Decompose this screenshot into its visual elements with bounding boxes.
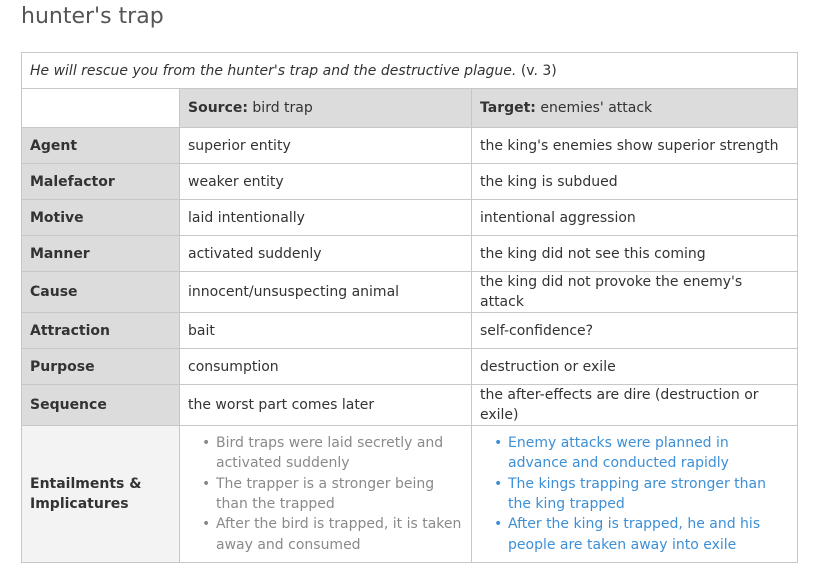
list-item: [202, 474, 463, 515]
target-cell: the after-effects are dire (destruction or exile): [472, 385, 798, 426]
list-item: [202, 514, 463, 555]
target-cell: the king did not see this coming: [472, 236, 798, 272]
list-item-text: The kings trapping are stronger than the king trapped: [508, 475, 766, 512]
bullet-icon: •: [494, 435, 503, 452]
verse-row: [22, 53, 798, 89]
verse-reference: (v. 3): [520, 62, 557, 79]
target-entailments-list: [480, 433, 789, 555]
entailments-row: [22, 426, 798, 563]
entailments-label-line1: Entailments &: [30, 476, 142, 492]
row-label: Manner: [22, 236, 180, 272]
source-entailments-list: [188, 433, 463, 555]
entailments-label-line2: Implicatures: [30, 496, 129, 512]
target-header-label: Target:: [480, 100, 536, 116]
table-row: [22, 164, 798, 200]
source-entailments-cell: [180, 426, 472, 563]
source-header-value: bird trap: [252, 100, 313, 116]
bullet-icon: •: [202, 435, 211, 452]
row-label: Attraction: [22, 313, 180, 349]
table-row: [22, 349, 798, 385]
target-cell: destruction or exile: [472, 349, 798, 385]
list-item-text: Bird traps were laid secretly and activated suddenly: [216, 435, 444, 472]
target-entailments-cell: [472, 426, 798, 563]
table-row: [22, 272, 798, 313]
table-row: [22, 200, 798, 236]
target-cell: the king is subdued: [472, 164, 798, 200]
table-row: [22, 236, 798, 272]
bullet-icon: •: [202, 516, 211, 533]
entailments-label-cell: [22, 426, 180, 563]
source-cell: weaker entity: [180, 164, 472, 200]
page-title: hunter's trap: [21, 4, 164, 29]
list-item-text: The trapper is a stronger being than the trapped: [216, 475, 435, 512]
source-header-cell: [180, 89, 472, 128]
bullet-icon: •: [494, 516, 503, 533]
source-cell: consumption: [180, 349, 472, 385]
bullet-icon: •: [202, 475, 211, 492]
list-item-text: After the bird is trapped, it is taken away and consumed: [216, 516, 462, 553]
source-cell: laid intentionally: [180, 200, 472, 236]
list-item: [494, 474, 789, 515]
verse-quote: He will rescue you from the hunter's trap and the destructive plague.: [30, 62, 517, 79]
source-cell: the worst part comes later: [180, 385, 472, 426]
header-row: [22, 89, 798, 128]
row-label: Purpose: [22, 349, 180, 385]
table-row: [22, 385, 798, 426]
row-label: Motive: [22, 200, 180, 236]
bullet-icon: •: [494, 475, 503, 492]
source-cell: bait: [180, 313, 472, 349]
list-item: [494, 514, 789, 555]
header-blank-cell: [22, 89, 180, 128]
list-item-text: Enemy attacks were planned in advance and conducted rapidly: [508, 435, 729, 472]
row-label: Malefactor: [22, 164, 180, 200]
target-cell: the king's enemies show superior strength: [472, 128, 798, 164]
target-header-value: enemies' attack: [540, 100, 653, 116]
list-item: [202, 433, 463, 474]
source-cell: superior entity: [180, 128, 472, 164]
target-header-cell: [472, 89, 798, 128]
list-item-text: After the king is trapped, he and his people are taken away into exile: [508, 516, 761, 553]
target-cell: intentional aggression: [472, 200, 798, 236]
row-label: Cause: [22, 272, 180, 313]
list-item: [494, 433, 789, 474]
target-cell: self-confidence?: [472, 313, 798, 349]
table-row: [22, 313, 798, 349]
target-cell: the king did not provoke the enemy's attack: [472, 272, 798, 313]
metaphor-table: [21, 52, 798, 563]
row-label: Agent: [22, 128, 180, 164]
table-row: [22, 128, 798, 164]
source-header-label: Source:: [188, 100, 248, 116]
verse-cell: [22, 53, 798, 89]
source-cell: activated suddenly: [180, 236, 472, 272]
row-label: Sequence: [22, 385, 180, 426]
source-cell: innocent/unsuspecting animal: [180, 272, 472, 313]
